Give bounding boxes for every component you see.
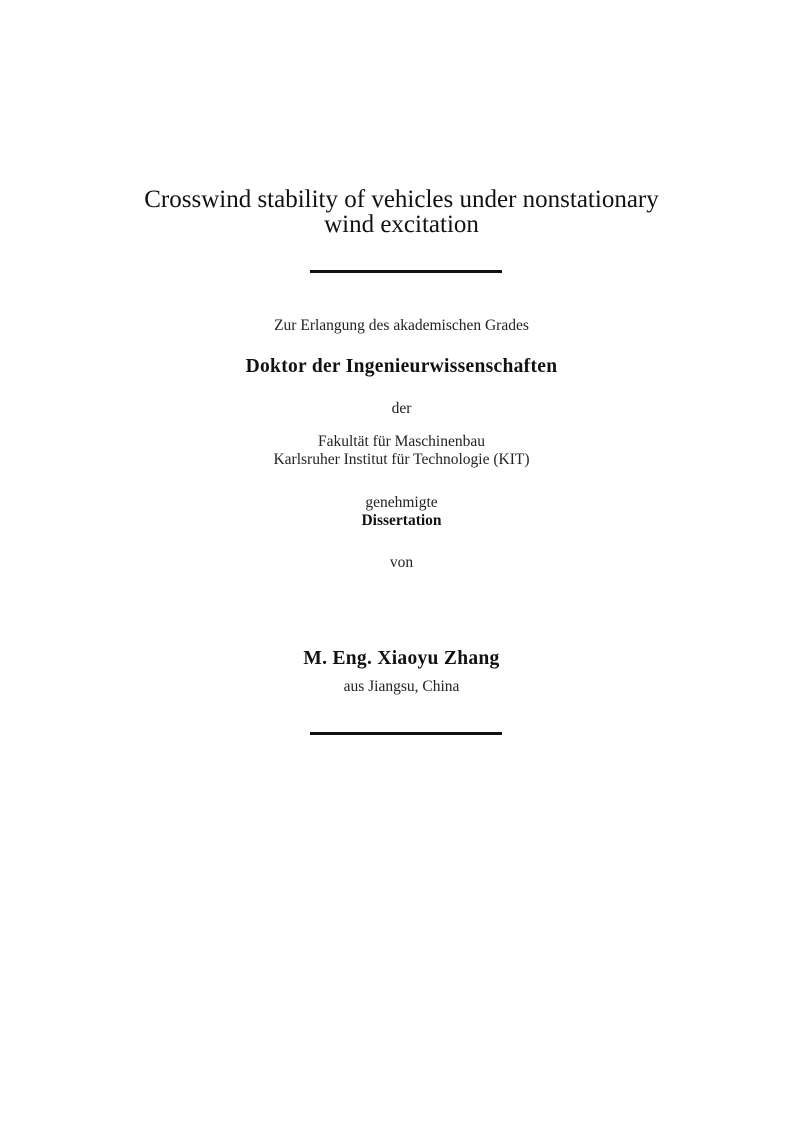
approved-text: genehmigte [365, 494, 438, 511]
degree-title: Doktor der Ingenieurwissenschaften [245, 356, 558, 377]
author-origin: aus Jiangsu, China [343, 678, 460, 695]
der-text: der [391, 400, 412, 417]
title-line-2: wind excitation [324, 211, 479, 238]
von-text: von [389, 554, 414, 571]
bottom-rule [310, 732, 502, 735]
author-name: M. Eng. Xiaoyu Zhang [303, 648, 500, 669]
institution: Karlsruher Institut für Technologie (KIT) [273, 451, 530, 468]
title-line-1: Crosswind stability of vehicles under nonstationary [144, 186, 659, 213]
faculty: Fakultät für Maschinenbau [317, 433, 485, 450]
top-rule [310, 270, 502, 273]
degree-intro: Zur Erlangung des akademischen Grades [274, 317, 529, 334]
doc-type: Dissertation [361, 512, 442, 529]
